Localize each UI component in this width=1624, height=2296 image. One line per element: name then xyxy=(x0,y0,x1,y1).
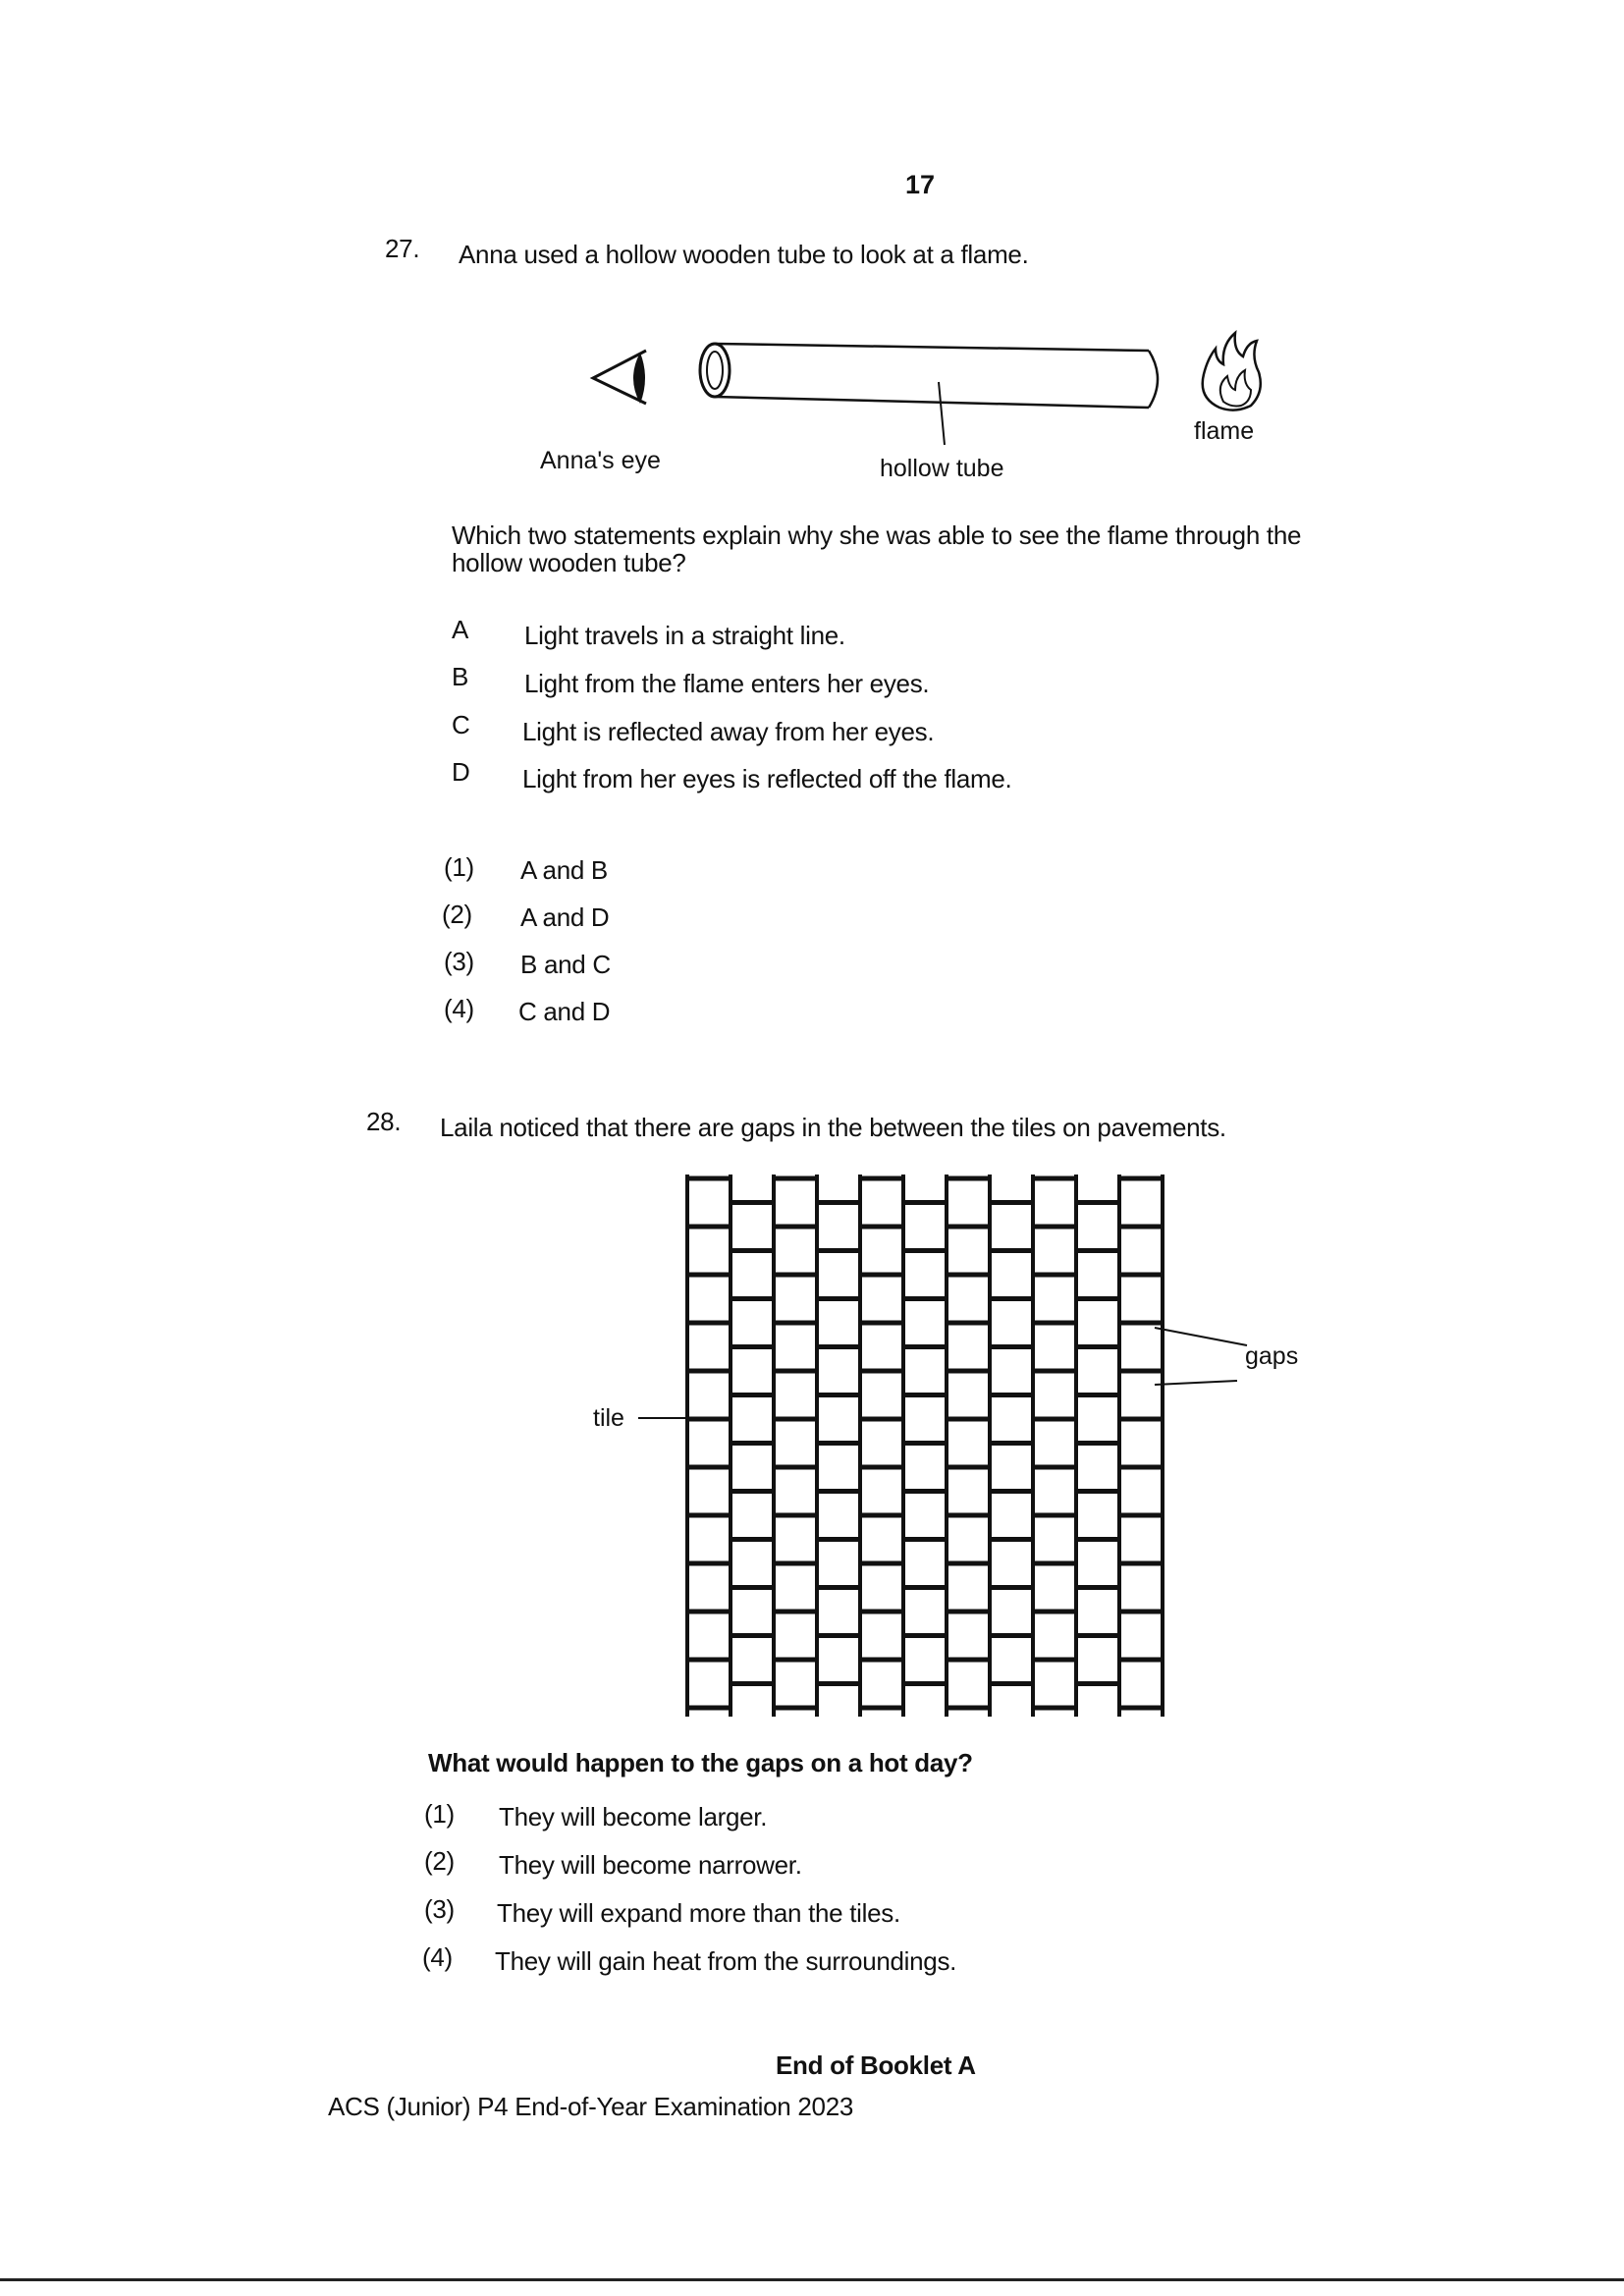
statement-letter: B xyxy=(452,662,469,691)
gaps-label: gaps xyxy=(1245,1342,1299,1370)
option-text[interactable]: B and C xyxy=(520,950,611,979)
statement-text: Light is reflected away from her eyes. xyxy=(522,717,935,746)
pavement-tiles-diagram xyxy=(677,1171,1188,1721)
page-number: 17 xyxy=(905,170,936,199)
option-text[interactable]: A and B xyxy=(520,855,608,885)
option-number[interactable]: (1) xyxy=(424,1799,455,1829)
statement-letter: D xyxy=(452,757,470,787)
option-number[interactable]: (3) xyxy=(444,947,474,976)
eye-icon xyxy=(593,351,646,404)
statement-letter: C xyxy=(452,710,470,739)
statement-text: Light from her eyes is reflected off the flame. xyxy=(522,764,1012,793)
exam-title: ACS (Junior) P4 End-of-Year Examination 2023 xyxy=(328,2092,854,2121)
flame-label: flame xyxy=(1194,417,1255,445)
eye-label: Anna's eye xyxy=(540,447,661,474)
option-text[interactable]: They will become narrower. xyxy=(499,1850,802,1880)
option-text[interactable]: They will gain heat from the surroundings. xyxy=(495,1946,957,1976)
statement-letter: A xyxy=(452,615,469,644)
question-27-stem: Anna used a hollow wooden tube to look at a flame. xyxy=(459,240,1029,269)
page-bottom-rule xyxy=(0,2278,1624,2281)
question-27-prompt-line1: Which two statements explain why she was able to see the flame through the xyxy=(452,520,1302,550)
tile-label: tile xyxy=(593,1404,624,1432)
flame-icon xyxy=(1203,333,1261,410)
option-number[interactable]: (4) xyxy=(422,1942,453,1972)
option-text[interactable]: A and D xyxy=(520,902,610,932)
question-28-prompt: What would happen to the gaps on a hot day? xyxy=(428,1748,973,1777)
option-number[interactable]: (4) xyxy=(444,994,474,1023)
gaps-pointer-line xyxy=(1155,1381,1237,1385)
option-number[interactable]: (2) xyxy=(424,1846,455,1876)
option-text[interactable]: They will become larger. xyxy=(499,1802,768,1831)
option-number[interactable]: (1) xyxy=(444,852,474,882)
option-number[interactable]: (2) xyxy=(442,900,472,929)
question-28-stem: Laila noticed that there are gaps in the between the tiles on pavements. xyxy=(440,1113,1226,1142)
tube-label: hollow tube xyxy=(880,455,1004,482)
option-number[interactable]: (3) xyxy=(424,1894,455,1924)
option-text[interactable]: They will expand more than the tiles. xyxy=(497,1898,900,1928)
end-of-booklet: End of Booklet A xyxy=(776,2050,976,2080)
option-text[interactable]: C and D xyxy=(518,997,611,1026)
statement-text: Light from the flame enters her eyes. xyxy=(524,669,930,698)
gaps-pointer-line xyxy=(1155,1328,1247,1345)
question-27-prompt-line2: hollow wooden tube? xyxy=(452,548,686,577)
question-27-number: 27. xyxy=(385,234,420,263)
hollow-tube-diagram xyxy=(700,344,1158,445)
statement-text: Light travels in a straight line. xyxy=(524,621,845,650)
question-28-number: 28. xyxy=(366,1107,402,1136)
